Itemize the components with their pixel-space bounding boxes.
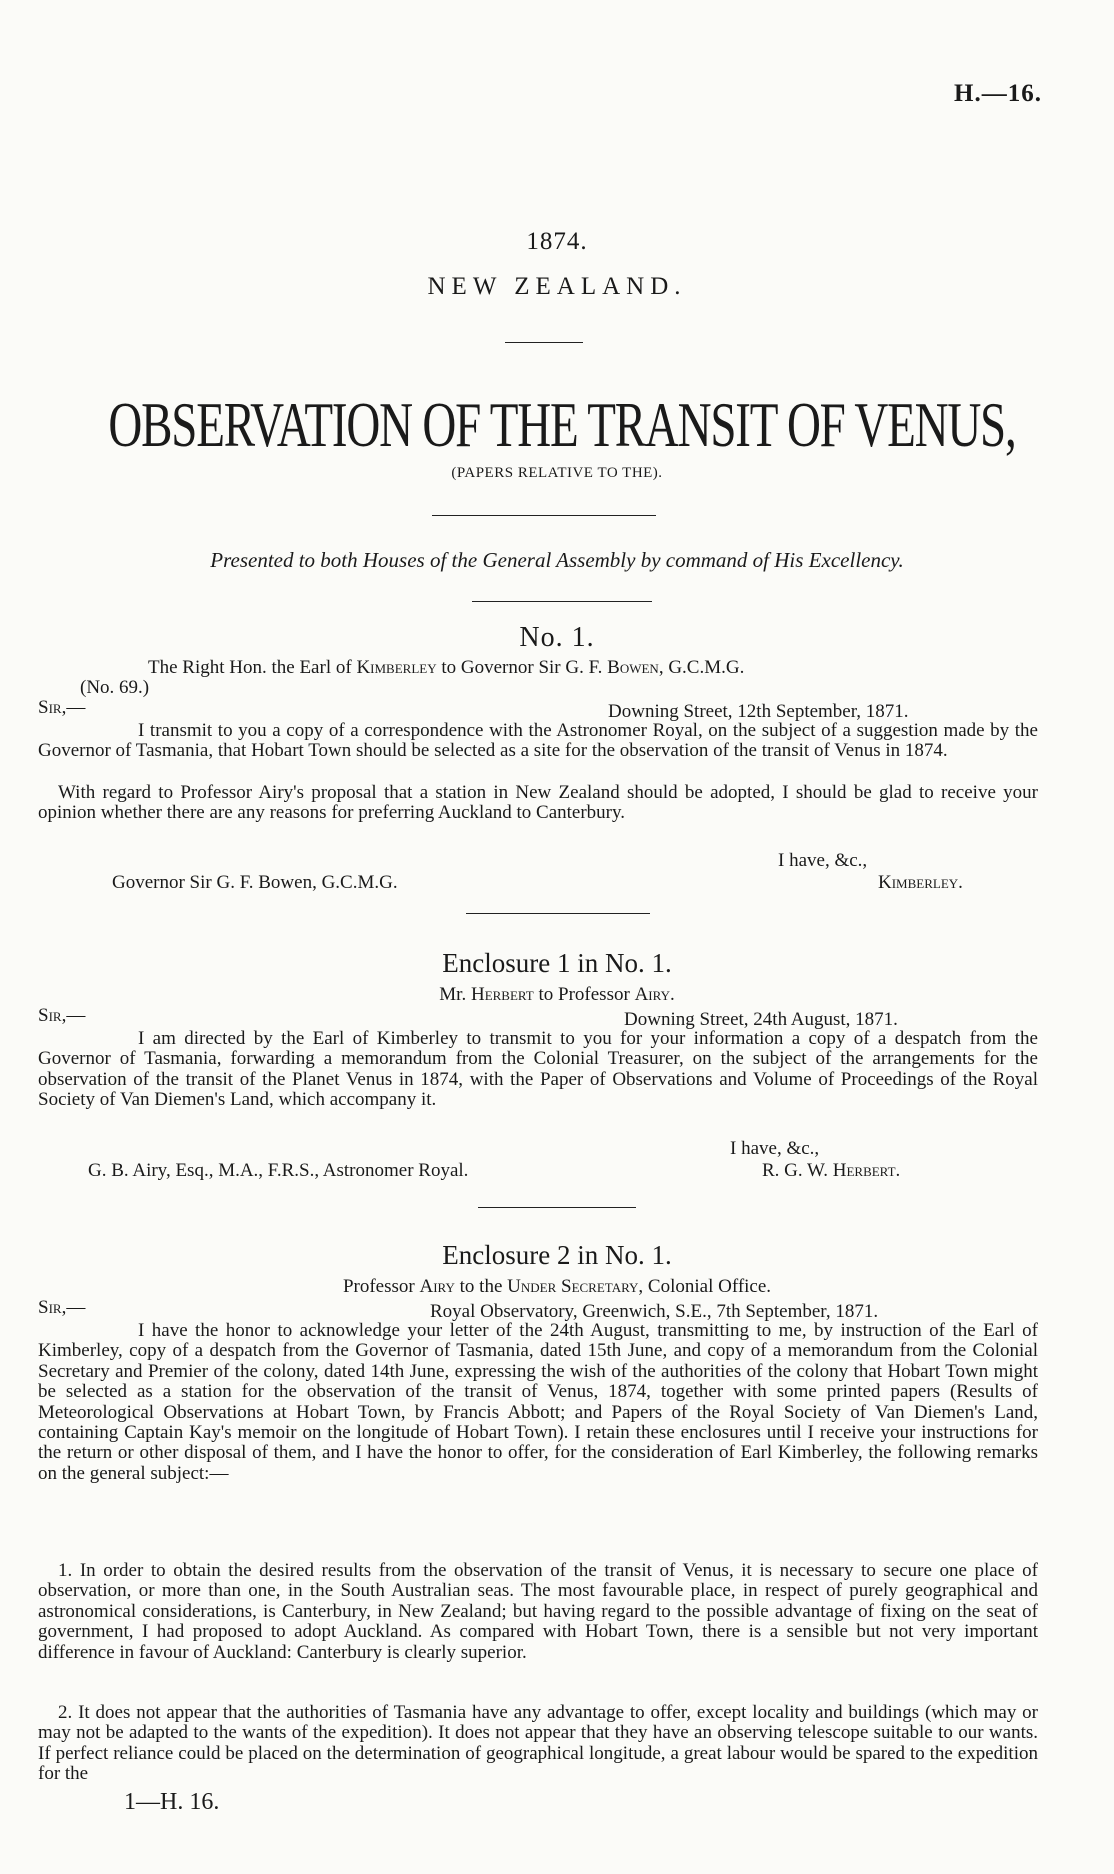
sender-name: Airy: [419, 1276, 455, 1297]
closing: I have, &c.,: [730, 1138, 820, 1159]
presented-line: Presented to both Houses of the General Assembly by command of His Excellency.: [210, 548, 904, 572]
salutation: Sir,—: [38, 1297, 86, 1318]
enclosure-1-paragraph: I am directed by the Earl of Kimberley to transmit to you for your information a copy of a despatch from the Governor of Tasmania, forwarding a memorandum from the Colonial Treasurer, on the subject of the arrangements for the observation of the transit of the Planet Venus in 1874, with the Paper of Observations and Volume of Proceedings of the Royal Society of Van Diemen's Land, which accompany it.: [38, 1028, 1038, 1111]
enclosure-2-paragraph-1: I have the honor to acknowledge your letter of the 24th August, transmitting to me, by instruction of the Earl of Kimberley, copy of a despatch from the Governor of Tasmania, dated 15th June, and copy of a memorandum from the Colonial Secretary and Premier of the colony, dated 14th June, expressing the wish of the authorities of the colony that Hobart Town might be selected as a station for the observation of the transit of Venus, 1874, together with some printed papers (Results of Meteorological Observations at Hobart Town, by Francis Abbott; and Papers of the Royal Society of Van Diemen's Land, containing Captain Kay's memoir on the longitude of Hobart Town). I retain these enclosures until I receive your instructions for the return or other disposal of them, and I have the honor to offer, for the consideration of Earl Kimberley, the following remarks on the general subject:—: [38, 1320, 1038, 1484]
place-date: Royal Observatory, Greenwich, S.E., 7th September, 1871.: [430, 1301, 879, 1322]
place-date: Downing Street, 24th August, 1871.: [624, 1009, 898, 1030]
section-divider-2: [478, 1207, 636, 1208]
closing: I have, &c.,: [778, 850, 868, 871]
letter-paragraph-1: I transmit to you a copy of a correspondence with the Astronomer Royal, on the subject of a suggestion made by the Governor of Tasmania, that Hobart Town should be selected as a site for the observation of the transit of Venus in 1874.: [38, 720, 1038, 762]
recipient-name: Bowen: [607, 657, 659, 678]
from-text: Mr.: [439, 984, 471, 1005]
enclosure-1-heading: Enclosure 1 in No. 1.: [442, 948, 672, 978]
sender-name: Kimberley: [356, 657, 437, 678]
from-post-text: , G.C.M.G.: [658, 657, 745, 678]
letter-from-line: [148, 657, 744, 679]
salutation: Sir,—: [38, 697, 86, 718]
presented-divider: [472, 601, 652, 602]
document-title: OBSERVATION OF THE TRANSIT OF VENUS,: [108, 390, 1016, 461]
letter-paragraph-2: With regard to Professor Airy's proposal that a station in New Zealand should be adopted, I should be glad to receive your opinion whether there are any reasons for preferring Auckland to Canterbury.: [38, 782, 1038, 824]
sender-name: Herbert: [470, 984, 534, 1005]
from-mid-text: to Professor: [533, 984, 635, 1005]
addressee: Governor Sir G. F. Bowen, G.C.M.G.: [112, 872, 398, 893]
enclosure-2-heading: Enclosure 2 in No. 1.: [442, 1240, 672, 1270]
signature-mark: 1—H. 16.: [124, 1789, 220, 1815]
page-code: H.—16.: [954, 80, 1042, 107]
signature: Kimberley.: [878, 872, 963, 893]
from-post-text: .: [669, 984, 675, 1005]
document-subtitle: (PAPERS RELATIVE TO THE).: [451, 465, 663, 481]
title-divider: [505, 342, 583, 343]
enclosure-1-from-line: [0, 984, 1114, 1006]
from-mid-text: to the: [454, 1276, 508, 1297]
country: NEW ZEALAND.: [427, 273, 687, 300]
from-text: Professor: [342, 1276, 420, 1297]
place-date: Downing Street, 12th September, 1871.: [608, 701, 909, 722]
section-divider-1: [466, 913, 650, 914]
recipient-name: Airy: [634, 984, 670, 1005]
enclosure-2-from-line: [0, 1276, 1114, 1298]
signature: R. G. W. Herbert.: [762, 1160, 901, 1181]
year: 1874.: [526, 228, 588, 255]
from-post-text: , Colonial Office.: [638, 1276, 772, 1297]
from-text: The Right Hon. the Earl of: [148, 657, 357, 678]
enclosure-2-paragraph-2: 1. In order to obtain the desired results from the observation of the transit of Venus, it is necessary to secure one place of observation, or more than one, in the South Australian seas. The most favourable place, in respect of purely geographical and astronomical considerations, is Canterbury, in New Zealand; but having regard to the possible advantage of fixing on the seat of government, I had proposed to adopt Auckland. As compared with Hobart Town, there is a sensible but not very important difference in favour of Auckland: Canterbury is clearly superior.: [38, 1560, 1038, 1663]
letter-heading: No. 1.: [519, 622, 595, 653]
salutation: Sir,—: [38, 1005, 86, 1026]
subtitle-divider: [432, 515, 656, 516]
enclosure-2-paragraph-3: 2. It does not appear that the authorities of Tasmania have any advantage to offer, except locality and buildings (which may or may not be adapted to the wants of the expedition). It does not appear that they have an observing telescope suitable to our wants. If perfect reliance could be placed on the determination of geographical longitude, a great labour would be spared to the expedition for the: [38, 1702, 1038, 1785]
addressee: G. B. Airy, Esq., M.A., F.R.S., Astronomer Royal.: [88, 1160, 469, 1181]
letter-number: (No. 69.): [80, 677, 150, 698]
recipient-name: Under Secretary: [507, 1276, 639, 1297]
from-to-text: to Governor Sir G. F.: [436, 657, 608, 678]
